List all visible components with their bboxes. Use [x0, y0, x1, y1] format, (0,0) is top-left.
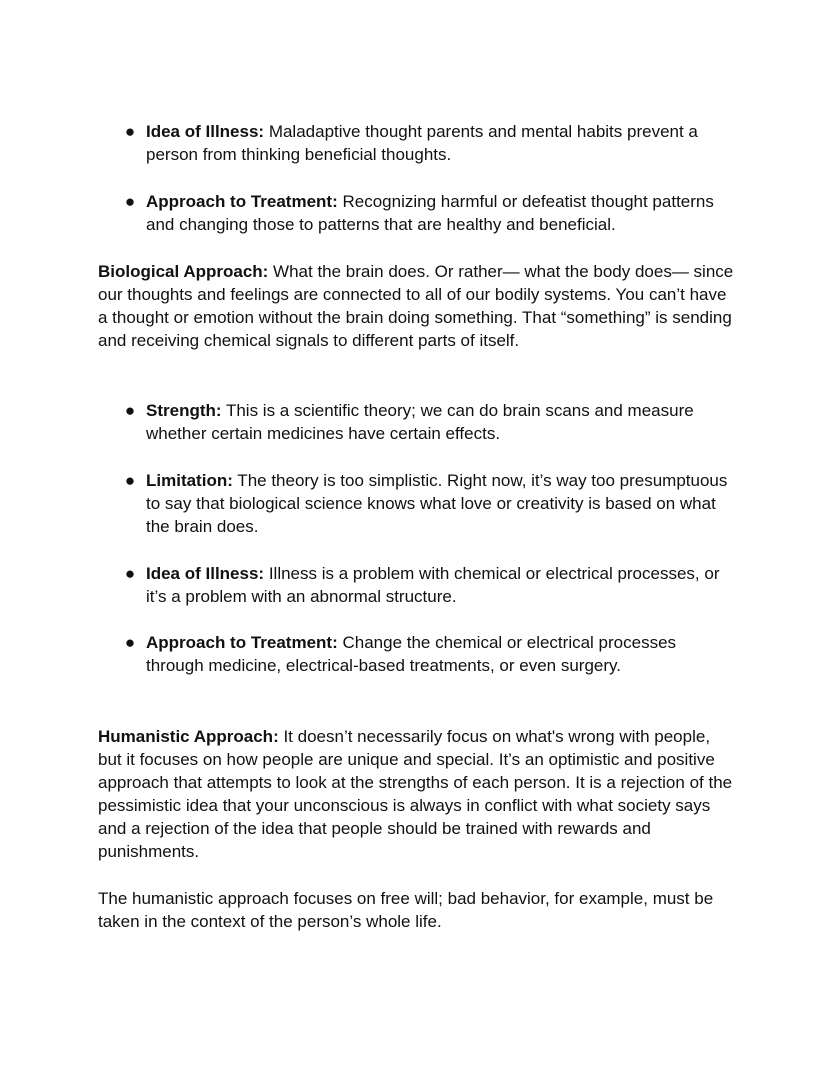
- bullet-text: [146, 120, 736, 166]
- bullet-icon: ●: [124, 122, 136, 141]
- bullet-body: Maladaptive thought parents and mental habits prevent a person from thinking beneficial thoughts.: [146, 122, 698, 164]
- bullet-icon: ●: [124, 633, 136, 652]
- bullet-label: Limitation:: [146, 471, 233, 490]
- bullet-label: Approach to Treatment:: [146, 192, 338, 211]
- bullet-text: [146, 469, 736, 538]
- humanistic-text: It doesn’t necessarily focus on what's wrong with people, but it focuses on how people are unique and special. It’s an optimistic and positive approach that attempts to look at the strengths of each person. It is a rejection of the pessimistic idea that your unconscious is always in conflict with what society says and a rejection of the idea that people should be trained with rewards and punishments.: [98, 727, 733, 861]
- bullet-label: Idea of Illness:: [146, 122, 265, 141]
- bullet-label: Approach to Treatment:: [146, 633, 338, 652]
- biological-heading: Biological Approach:: [98, 262, 269, 281]
- bullet-icon: ●: [124, 471, 136, 490]
- bullet-text: [146, 190, 736, 236]
- biological-paragraph: [98, 260, 738, 352]
- bullet-icon: ●: [124, 564, 136, 583]
- humanistic-heading: Humanistic Approach:: [98, 727, 279, 746]
- bullet-body: This is a scientific theory; we can do brain scans and measure whether certain medicines have certain effects.: [146, 401, 694, 443]
- bullet-label: Idea of Illness:: [146, 564, 265, 583]
- bullet-text: [146, 631, 736, 677]
- biological-text: What the brain does. Or rather— what the body does— since our thoughts and feelings are connected to all of our bodily systems. You can’t have a thought or emotion without the brain doing something. That “something” is sending and receiving chemical signals to different parts of itself.: [98, 262, 734, 350]
- bullet-text: [146, 399, 736, 445]
- bullet-icon: ●: [124, 401, 136, 420]
- bullet-label: Strength:: [146, 401, 222, 420]
- bullet-text: [146, 562, 736, 608]
- bullet-body: Illness is a problem with chemical or electrical processes, or it’s a problem with an abnormal structure.: [146, 564, 720, 606]
- bullet-icon: ●: [124, 192, 136, 211]
- bullet-body: Recognizing harmful or defeatist thought patterns and changing those to patterns that are healthy and beneficial.: [146, 192, 714, 234]
- humanistic-paragraph: [98, 725, 738, 863]
- humanistic-followup-paragraph: The humanistic approach focuses on free will; bad behavior, for example, must be taken in the context of the person’s whole life.: [98, 889, 714, 931]
- bullet-body: Change the chemical or electrical processes through medicine, electrical-based treatments, or even surgery.: [146, 633, 677, 675]
- bullet-body: The theory is too simplistic. Right now, it’s way too presumptuous to say that biological science knows what love or creativity is based on what the brain does.: [146, 471, 728, 536]
